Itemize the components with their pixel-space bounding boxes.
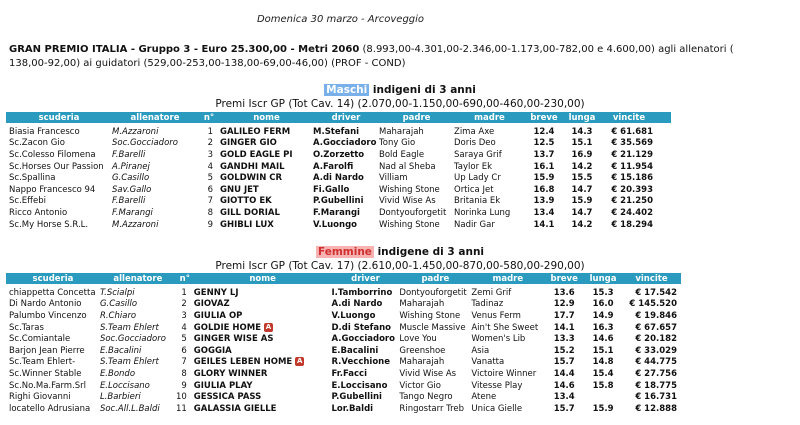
horse-name-cell: [220, 184, 313, 196]
vincite-cell: € 21.250: [611, 196, 653, 207]
vincite-cell: € 11.954: [611, 161, 653, 172]
horse-name[interactable]: GLORY WINNER: [193, 368, 268, 379]
sire-cell: Victor Gio: [399, 380, 441, 391]
lunga-cell: 15.1: [592, 345, 614, 356]
allenatore-cell: S.Team Ehlert: [99, 357, 159, 368]
col-padre[interactable]: padre: [399, 273, 471, 284]
race-title: [9, 43, 734, 57]
horse-name-cell: [194, 357, 332, 369]
number-cell: 1: [181, 287, 187, 298]
breve-cell: 12.4: [533, 126, 555, 137]
allenatore-cell: Sav.Gallo: [112, 184, 152, 195]
lunga-cell: 15.5: [571, 173, 593, 184]
dam-cell: Women's Lib: [471, 334, 526, 345]
dam-cell: Doris Deo: [454, 138, 496, 149]
horse-name-cell: [194, 322, 332, 334]
allenatore-cell: R.Chiaro: [99, 310, 137, 321]
number-cell: 6: [207, 184, 213, 195]
col-breve[interactable]: breve: [544, 273, 584, 284]
allenatore-cell: S.Team Ehlert: [99, 322, 159, 333]
horse-name-cell: [194, 333, 332, 345]
driver-cell: A.di Nardo: [313, 173, 364, 184]
driver-cell: I.Tamborrino: [331, 287, 393, 298]
vincite-cell: € 20.182: [635, 334, 677, 345]
lunga-cell: [584, 391, 622, 403]
lunga-cell: 14.9: [592, 310, 614, 321]
breve-cell: 15.9: [533, 173, 555, 184]
horse-name[interactable]: GOGGIA: [193, 345, 232, 356]
sire-cell: Maharajah: [399, 357, 445, 368]
breve-cell: 16.8: [533, 184, 555, 195]
badge-icon: A: [297, 357, 303, 366]
dam-cell: Britania Ek: [454, 196, 501, 207]
breve-cell: 13.4: [533, 207, 555, 218]
horse-name[interactable]: GALILEO FERM: [220, 126, 291, 137]
number-cell: 8: [207, 207, 213, 218]
horse-name[interactable]: GOLDWIN CR: [220, 173, 283, 184]
horse-name[interactable]: GIULIA OP: [193, 310, 243, 321]
lunga-cell: 15.3: [592, 287, 614, 298]
driver-cell: A.di Nardo: [331, 299, 383, 310]
driver-cell: R.Vecchione: [331, 357, 390, 368]
sire-cell: Wishing Stone: [399, 310, 461, 321]
table-row[interactable]: [6, 123, 671, 138]
table-row[interactable]: [6, 299, 681, 311]
scuderia-cell: Palumbo Vincenzo: [9, 310, 87, 321]
scuderia-cell: Sc.Horses Our Passion: [9, 161, 104, 172]
maschi-heading: [0, 84, 800, 96]
extra-cell: [657, 161, 671, 173]
horse-name-cell: [220, 123, 313, 138]
table-row[interactable]: [6, 149, 671, 161]
lunga-cell: 15.1: [571, 138, 593, 149]
maschi-heading-text: indigeni di 3 anni: [369, 84, 476, 96]
table-row[interactable]: [6, 357, 681, 369]
horse-name-cell: [194, 299, 332, 311]
col-num[interactable]: n°: [176, 273, 194, 284]
driver-cell: A.Gocciadoro: [313, 138, 377, 149]
dam-cell: Nadir Gar: [454, 219, 495, 230]
dam-cell: Venus Ferm: [471, 310, 521, 321]
col-padre[interactable]: padre: [379, 112, 454, 123]
breve-cell: 12.9: [553, 299, 575, 310]
scuderia-cell: Sc.Effebi: [9, 196, 46, 207]
col-num[interactable]: n°: [198, 112, 220, 123]
lunga-cell: 16.3: [592, 322, 614, 333]
scuderia-cell: Sc.Colesso Filomena: [9, 149, 96, 160]
dam-cell: Vanatta: [471, 357, 505, 368]
vincite-cell: € 15.186: [611, 173, 653, 184]
number-cell: 9: [207, 219, 213, 230]
dam-cell: Up Lady Cr: [454, 173, 501, 184]
allenatore-cell: F.Barelli: [112, 196, 146, 207]
scuderia-cell: Sc.Team Ehlert-: [9, 357, 76, 368]
horse-name-cell: [220, 172, 313, 184]
horse-name[interactable]: GOLD EAGLE PI: [220, 149, 293, 160]
extra-cell: [657, 138, 671, 150]
scuderia-cell: Sc.My Horse S.R.L.: [9, 219, 89, 230]
col-extra: [657, 112, 671, 123]
allenatore-cell: Soc.All.L.Baldi: [99, 403, 160, 414]
col-allenatore[interactable]: allenatore: [100, 273, 176, 284]
allenatore-cell: M.Azzaroni: [112, 219, 159, 230]
number-cell: 6: [181, 345, 187, 356]
scuderia-cell: Sc.Spallina: [9, 173, 56, 184]
horse-name-cell: [194, 380, 332, 392]
dam-cell: Unica Gielle: [471, 403, 523, 414]
femmine-tag: Femmine: [317, 246, 372, 258]
vincite-cell: € 20.393: [611, 184, 653, 195]
horse-name-cell: [194, 403, 332, 415]
vincite-cell: € 61.681: [611, 126, 653, 137]
maschi-tag: Maschi: [326, 84, 368, 96]
vincite-cell: € 44.775: [635, 357, 677, 368]
extra-cell: [657, 172, 671, 184]
breve-cell: 14.1: [553, 322, 575, 333]
lunga-cell: 14.7: [571, 207, 593, 218]
sire-cell: Villiam: [379, 173, 408, 184]
table-row[interactable]: [6, 368, 681, 380]
table-row[interactable]: [6, 284, 681, 299]
table-row[interactable]: [6, 207, 671, 219]
lunga-cell: 15.8: [592, 380, 614, 391]
scuderia-cell: Sc.Zacon Gio: [9, 138, 65, 149]
horse-name-cell: [194, 368, 332, 380]
scuderia-cell: Di Nardo Antonio: [9, 299, 82, 310]
driver-cell: A.Gocciadoro: [331, 334, 395, 345]
sire-cell: Love You: [399, 334, 437, 345]
allenatore-cell: F.Barelli: [112, 149, 146, 160]
number-cell: 7: [181, 357, 187, 368]
vincite-cell: € 18.775: [635, 380, 677, 391]
dam-cell: Atene: [471, 392, 497, 403]
dam-cell: Vitesse Play: [471, 380, 523, 391]
lunga-cell: 16.9: [571, 149, 593, 160]
table-row[interactable]: [6, 184, 671, 196]
allenatore-cell: F.Marangi: [112, 207, 153, 218]
maschi-prize: Premi Iscr GP (Tot Cav. 14) (2.070,00-1.150,00-690,00-460,00-230,00): [215, 98, 585, 110]
horse-name-cell: [220, 149, 313, 161]
vincite-cell: € 21.129: [611, 149, 653, 160]
breve-cell: 14.1: [533, 219, 555, 230]
lunga-cell: 16.0: [592, 299, 614, 310]
allenatore-cell: E.Loccisano: [99, 380, 150, 391]
col-lunga[interactable]: lunga: [563, 112, 601, 123]
allenatore-cell: A.Piranej: [112, 161, 150, 172]
allenatore-cell: G.Casillo: [99, 299, 138, 310]
horse-name-cell: [220, 138, 313, 150]
breve-cell: 13.4: [553, 392, 575, 403]
race-name: GRAN PREMIO ITALIA - Gruppo 3 - Euro 25.300,00 - Metri 2060: [9, 44, 360, 55]
horse-name[interactable]: GIULIA PLAY: [193, 380, 253, 391]
extra-cell: [657, 149, 671, 161]
horse-name[interactable]: GESSICA PASS: [193, 392, 262, 403]
dam-cell: Zemi Grif: [471, 287, 512, 298]
dam-cell: Victoire Winner: [471, 368, 537, 379]
horse-name[interactable]: GIOVAZ: [193, 299, 230, 310]
driver-cell: Fr.Facci: [331, 368, 367, 379]
breve-cell: 17.7: [553, 310, 575, 321]
horse-name-cell: [220, 207, 313, 219]
horse-name-cell: [220, 196, 313, 208]
vincite-cell: € 16.731: [635, 392, 677, 403]
lunga-cell: 14.8: [592, 357, 614, 368]
breve-cell: 15.7: [553, 357, 575, 368]
sire-cell: Muscle Massive: [399, 322, 466, 333]
vincite-cell: € 67.657: [635, 322, 677, 333]
scuderia-cell: Ricco Antonio: [9, 207, 68, 218]
sire-cell: Greenshoe: [399, 345, 446, 356]
number-cell: 2: [207, 138, 213, 149]
col-nome[interactable]: nome: [194, 273, 332, 284]
number-cell: 4: [207, 161, 213, 172]
table-row[interactable]: [6, 333, 681, 345]
dam-cell: Taylor Ek: [454, 161, 493, 172]
sire-cell: Vivid Wise As: [379, 196, 436, 207]
col-scuderia[interactable]: scuderia: [6, 273, 100, 284]
horse-name[interactable]: GENNY LJ: [193, 287, 239, 298]
col-madre[interactable]: madre: [471, 273, 544, 284]
scuderia-cell: Nappo Francesco 94: [9, 184, 96, 195]
col-scuderia[interactable]: scuderia: [6, 112, 112, 123]
driver-cell: O.Zorzetto: [313, 149, 365, 160]
vincite-cell: € 27.756: [635, 368, 677, 379]
breve-cell: 14.6: [553, 380, 575, 391]
extra-cell: [657, 207, 671, 219]
number-cell: 3: [207, 149, 213, 160]
extra-cell: [657, 184, 671, 196]
lunga-cell: 15.9: [592, 403, 614, 414]
col-madre[interactable]: madre: [454, 112, 525, 123]
horse-name[interactable]: GALASSIA GIELLE: [193, 403, 277, 414]
horse-name-cell: [194, 284, 332, 299]
horse-name[interactable]: GANDHI MAIL: [220, 161, 285, 172]
scuderia-cell: Sc.No.Ma.Farm.Srl: [9, 380, 87, 391]
horse-name[interactable]: GINGER WISE AS: [193, 334, 274, 345]
allenatore-cell: M.Azzaroni: [112, 126, 159, 137]
vincite-cell: € 12.888: [635, 403, 677, 414]
col-allenatore[interactable]: allenatore: [112, 112, 198, 123]
driver-cell: E.Loccisano: [331, 380, 388, 391]
number-cell: 11: [175, 403, 187, 414]
allenatore-cell: T.Scialpi: [99, 287, 135, 298]
scuderia-cell: Barjon Jean Pierre: [9, 345, 85, 356]
table-row[interactable]: [6, 322, 681, 334]
vincite-cell: € 35.569: [611, 138, 653, 149]
horse-name-cell: [220, 161, 313, 173]
table-row[interactable]: [6, 391, 681, 403]
dam-cell: Ain't She Sweet: [471, 322, 539, 333]
number-cell: 4: [181, 322, 187, 333]
breve-cell: 13.9: [533, 196, 555, 207]
extra-cell: [657, 196, 671, 208]
table-row[interactable]: [6, 380, 681, 392]
col-lunga[interactable]: lunga: [584, 273, 622, 284]
vincite-cell: € 18.294: [611, 219, 653, 230]
horse-name[interactable]: GIOTTO EK: [220, 196, 272, 207]
allenatore-cell: E.Bondo: [99, 368, 136, 379]
vincite-cell: € 19.846: [635, 310, 677, 321]
scuderia-cell: chiappetta Concetta: [9, 287, 96, 298]
sire-cell: Tango Negro: [399, 392, 453, 403]
sire-cell: Vivid Wise As: [399, 368, 457, 379]
maschi-header-row: [6, 112, 671, 123]
table-row[interactable]: [6, 161, 671, 173]
femmine-header-row: [6, 273, 681, 284]
femmine-heading-text: indigene di 3 anni: [373, 246, 485, 258]
horse-name-cell: [220, 219, 313, 231]
vincite-cell: € 145.520: [629, 299, 677, 310]
breve-cell: 14.4: [553, 368, 575, 379]
lunga-cell: 14.2: [571, 161, 593, 172]
number-cell: 2: [181, 299, 187, 310]
driver-cell: P.Gubellini: [331, 392, 382, 403]
breve-cell: 13.6: [553, 287, 575, 298]
breve-cell: 16.1: [533, 161, 555, 172]
date-line: Domenica 30 marzo - Arcoveggio: [256, 14, 425, 25]
breve-cell: 15.2: [553, 345, 575, 356]
sire-cell: Wishing Stone: [379, 219, 440, 230]
col-driver[interactable]: driver: [313, 112, 379, 123]
number-cell: 1: [207, 126, 213, 137]
lunga-cell: 15.9: [571, 196, 593, 207]
horse-name[interactable]: GHIBLI LUX: [220, 219, 274, 230]
horse-name-cell: [194, 345, 332, 357]
horse-name[interactable]: GILL DORIAL: [220, 207, 280, 218]
number-cell: 10: [175, 392, 187, 403]
breve-cell: 13.3: [553, 334, 575, 345]
driver-cell: A.Farolfi: [313, 161, 354, 172]
maschi-table: [6, 112, 671, 230]
number-cell: 3: [181, 310, 187, 321]
col-breve[interactable]: breve: [525, 112, 563, 123]
scuderia-cell: Sc.Winner Stable: [9, 368, 82, 379]
table-row[interactable]: [6, 310, 681, 322]
horse-name-cell: [194, 310, 332, 322]
table-row[interactable]: [6, 196, 671, 208]
femmine-prize: Premi Iscr GP (Tot Cav. 17) (2.610,00-1.450,00-870,00-580,00-290,00): [215, 260, 585, 272]
lunga-cell: 14.3: [571, 126, 593, 137]
lunga-cell: 14.6: [592, 334, 614, 345]
extra-cell: [657, 123, 671, 138]
lunga-cell: 14.2: [571, 219, 593, 230]
allenatore-cell: Soc.Gocciadoro: [99, 334, 166, 345]
femmine-heading: [0, 246, 800, 258]
number-cell: 9: [181, 380, 187, 391]
sire-cell: Bold Eagle: [379, 149, 425, 160]
table-row[interactable]: [6, 345, 681, 357]
number-cell: 5: [207, 173, 213, 184]
allenatore-cell: G.Casillo: [112, 173, 150, 184]
scuderia-cell: locatello Adrusiana: [9, 403, 91, 414]
driver-cell: Fi.Gallo: [313, 184, 350, 195]
femmine-table: [6, 273, 681, 415]
horse-name[interactable]: GINGER GIO: [220, 138, 277, 149]
driver-cell: Lor.Baldi: [331, 403, 374, 414]
driver-cell: D.di Stefano: [331, 322, 392, 333]
horse-name[interactable]: GNU JET: [220, 184, 259, 195]
sire-cell: Maharajah: [399, 299, 445, 310]
sire-cell: Dontyouforgetit: [379, 207, 447, 218]
scuderia-cell: Sc.Comiantale: [9, 334, 71, 345]
scuderia-cell: Sc.Taras: [9, 322, 44, 333]
sire-cell: Wishing Stone: [379, 184, 440, 195]
vincite-cell: € 24.402: [611, 207, 653, 218]
driver-cell: E.Bacalini: [331, 345, 379, 356]
driver-cell: V.Luongo: [313, 219, 357, 230]
col-vincite[interactable]: vincite: [622, 273, 681, 284]
col-vincite[interactable]: vincite: [601, 112, 657, 123]
dam-cell: Ortica Jet: [454, 184, 494, 195]
scuderia-cell: Righi Giovanni: [9, 392, 71, 403]
dam-cell: Tadinaz: [471, 299, 504, 310]
driver-cell: F.Marangi: [313, 207, 360, 218]
driver-cell: V.Luongo: [331, 310, 376, 321]
horse-name-cell: [194, 391, 332, 403]
breve-cell: 12.5: [533, 138, 555, 149]
vincite-cell: € 17.542: [635, 287, 677, 298]
lunga-cell: 15.4: [592, 368, 614, 379]
breve-cell: 15.7: [553, 403, 575, 414]
number-cell: 5: [181, 334, 187, 345]
vincite-cell: € 33.029: [635, 345, 677, 356]
sire-cell: Ringostarr Treb: [399, 403, 465, 414]
table-row[interactable]: [6, 403, 681, 415]
lunga-cell: 14.7: [571, 184, 593, 195]
race-prizes-continued: 138,00-92,00) ai guidatori (529,00-253,00-138,00-69,00-46,00) (PROF - COND): [9, 58, 406, 69]
driver-cell: P.Gubellini: [313, 196, 364, 207]
number-cell: 7: [207, 196, 213, 207]
sire-cell: Maharajah: [379, 126, 424, 137]
sire-cell: Nad al Sheba: [379, 161, 436, 172]
col-driver[interactable]: driver: [331, 273, 399, 284]
horse-name[interactable]: GOLDIE HOME: [193, 322, 262, 333]
allenatore-cell: E.Bacalini: [99, 345, 142, 356]
dam-cell: Asia: [471, 345, 490, 356]
table-row[interactable]: [6, 138, 671, 150]
driver-cell: M.Stefani: [313, 126, 360, 137]
table-row[interactable]: [6, 172, 671, 184]
extra-cell: [657, 219, 671, 231]
allenatore-cell: Soc.Gocciadoro: [112, 138, 178, 149]
table-row[interactable]: [6, 219, 671, 231]
horse-name[interactable]: GEILES LEBEN HOME: [193, 357, 293, 368]
allenatore-cell: L.Barbieri: [99, 392, 141, 403]
col-nome[interactable]: nome: [220, 112, 313, 123]
sire-cell: Tony Gio: [379, 138, 416, 149]
dam-cell: Saraya Grif: [454, 149, 502, 160]
sire-cell: Dontyouforgetit: [399, 287, 467, 298]
badge-icon: A: [265, 322, 272, 331]
dam-cell: Norinka Lung: [454, 207, 511, 218]
race-prizes: (8.993,00-4.301,00-2.346,00-1.173,00-782,00 e 4.600,00) agli allenatori (: [362, 44, 734, 55]
scuderia-cell: Biasia Francesco: [9, 126, 80, 137]
breve-cell: 13.7: [533, 149, 555, 160]
dam-cell: Zima Axe: [454, 126, 495, 137]
number-cell: 8: [181, 368, 187, 379]
